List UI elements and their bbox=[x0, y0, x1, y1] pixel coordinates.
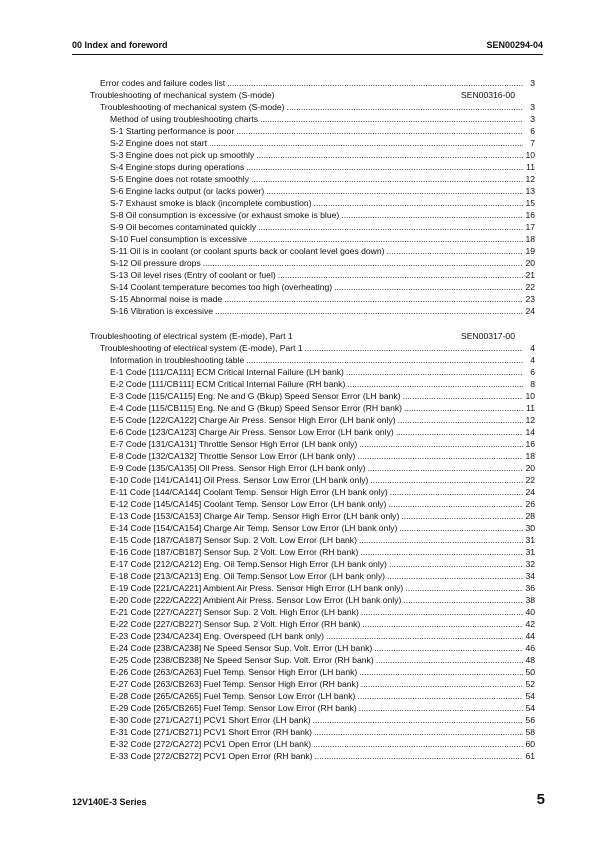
e-mode-list bbox=[90, 354, 535, 762]
toc-entry[interactable] bbox=[90, 209, 535, 221]
dot-leader bbox=[376, 654, 523, 666]
dot-leader bbox=[258, 221, 523, 233]
dot-leader bbox=[357, 690, 523, 702]
dot-leader bbox=[396, 426, 523, 438]
toc-entry-title: S-8 Oil consumption is excessive (or exhaust smoke is blue) bbox=[110, 210, 340, 220]
toc-entry[interactable] bbox=[90, 77, 535, 89]
toc-entry-page: 38 bbox=[525, 595, 535, 605]
toc-entry-page: 24 bbox=[525, 306, 535, 316]
header-rule bbox=[72, 54, 543, 55]
toc-entry-title: E-5 Code [122/CA122] Charge Air Press. Sensor High Error (LH bank only) bbox=[110, 415, 396, 425]
toc-entry[interactable] bbox=[90, 233, 535, 245]
dot-leader bbox=[256, 149, 523, 161]
toc-entry-page: 8 bbox=[530, 379, 535, 389]
toc-entry-page: 56 bbox=[525, 715, 535, 725]
toc-entry-title: S-15 Abnormal noise is made bbox=[110, 294, 223, 304]
dot-leader bbox=[359, 702, 523, 714]
toc-entry-page: 23 bbox=[525, 294, 535, 304]
toc-entry[interactable] bbox=[90, 366, 535, 378]
section-title: Troubleshooting of electrical system (E-mode), Part 1 bbox=[90, 331, 293, 341]
page-header-right: SEN00294-04 bbox=[486, 40, 543, 50]
toc-entry-page: 40 bbox=[525, 607, 535, 617]
toc-entry-title: S-10 Fuel consumption is excessive bbox=[110, 234, 248, 244]
dot-leader bbox=[305, 342, 523, 354]
toc-entry-title: E-29 Code [265/CB265] Fuel Temp. Sensor Low Error (RH bank) bbox=[110, 703, 357, 713]
toc-entry[interactable] bbox=[90, 161, 535, 173]
toc-entry-title: E-25 Code [238/CB238] Ne Speed Sensor Sup. Volt. Error (RH bank) bbox=[110, 655, 374, 665]
dot-leader bbox=[389, 558, 523, 570]
dot-leader bbox=[287, 101, 523, 113]
toc-entry-page: 12 bbox=[525, 174, 535, 184]
toc-entry-title: E-4 Code [115/CB115] Eng. Ne and G (Bkup) Speed Sensor Error (RH bank) bbox=[110, 403, 403, 413]
toc-entry[interactable] bbox=[90, 630, 535, 642]
toc-entry[interactable] bbox=[90, 666, 535, 678]
dot-leader bbox=[398, 414, 523, 426]
toc-entry[interactable] bbox=[90, 185, 535, 197]
toc-entry-title: E-10 Code [141/CA141] Oil Press. Sensor Low Error (LH bank only) bbox=[110, 475, 369, 485]
dot-leader bbox=[260, 113, 523, 125]
toc-entry[interactable] bbox=[90, 534, 535, 546]
toc-entry-title: E-13 Code [153/CA153] Charge Air Temp. Sensor High Error (LH bank only) bbox=[110, 511, 400, 521]
dot-leader bbox=[315, 750, 523, 762]
dot-leader bbox=[403, 594, 523, 606]
toc-entry-title: E-2 Code [111/CB111] ECM Critical Internal Failure (RH bank) bbox=[110, 379, 346, 389]
toc-entry-title: E-6 Code [123/CA123] Charge Air Press. Sensor Low Error (LH bank only) bbox=[110, 427, 394, 437]
toc-entry[interactable] bbox=[90, 245, 535, 257]
toc-entry[interactable] bbox=[90, 642, 535, 654]
toc-entry-page: 16 bbox=[525, 439, 535, 449]
dot-leader bbox=[209, 137, 523, 149]
toc-entry-page: 10 bbox=[525, 391, 535, 401]
toc-entry[interactable] bbox=[90, 618, 535, 630]
toc-entry-page: 42 bbox=[525, 619, 535, 629]
toc-entry[interactable] bbox=[90, 426, 535, 438]
toc-entry-title: E-11 Code [144/CA144] Coolant Temp. Sensor High Error (LH bank only) bbox=[110, 487, 388, 497]
toc-entry-page: 4 bbox=[530, 343, 535, 353]
toc-entry[interactable] bbox=[90, 462, 535, 474]
toc-entry-page: 21 bbox=[525, 270, 535, 280]
toc-entry[interactable] bbox=[90, 486, 535, 498]
toc-entry-page: 61 bbox=[525, 751, 535, 761]
toc-entry-title: E-23 Code [234/CA234] Eng. Overspeed (LH bank only) bbox=[110, 631, 325, 641]
toc-entry-page: 31 bbox=[525, 535, 535, 545]
dot-leader bbox=[359, 666, 523, 678]
dot-leader bbox=[405, 582, 523, 594]
dot-leader bbox=[236, 125, 523, 137]
toc-entry-page: 11 bbox=[526, 403, 535, 413]
toc-entry-page: 7 bbox=[530, 138, 535, 148]
toc-entry-page: 13 bbox=[525, 186, 535, 196]
toc-entry-page: 24 bbox=[525, 487, 535, 497]
toc-entry-page: 17 bbox=[525, 222, 535, 232]
toc-entry-title: E-8 Code [132/CA132] Throttle Sensor Low Error (LH bank only) bbox=[110, 451, 356, 461]
toc-entry[interactable] bbox=[90, 450, 535, 462]
toc-entry-title: Troubleshooting of electrical system (E-mode), Part 1 bbox=[100, 343, 303, 353]
dot-leader bbox=[387, 570, 523, 582]
dot-leader bbox=[390, 486, 523, 498]
toc-entry-page: 15 bbox=[525, 198, 535, 208]
toc-entry-title: S-5 Engine does not rotate smoothly bbox=[110, 174, 250, 184]
toc-entry-title: E-26 Code [263/CA263] Fuel Temp. Sensor High Error (LH bank) bbox=[110, 667, 358, 677]
toc-entry-title: S-9 Oil becomes contaminated quickly bbox=[110, 222, 257, 232]
dot-leader bbox=[215, 305, 523, 317]
toc-entry-page: 54 bbox=[525, 703, 535, 713]
dot-leader bbox=[313, 738, 523, 750]
toc-entry-page: 30 bbox=[525, 523, 535, 533]
toc-entry[interactable] bbox=[90, 498, 535, 510]
toc-entry[interactable] bbox=[90, 137, 535, 149]
toc-entry[interactable] bbox=[90, 750, 535, 762]
toc-entry-title: E-12 Code [145/CA145] Coolant Temp. Sensor Low Error (LH bank only) bbox=[110, 499, 387, 509]
toc-entry[interactable] bbox=[90, 173, 535, 185]
page-header-left: 00 Index and foreword bbox=[72, 40, 168, 50]
dot-leader bbox=[362, 618, 523, 630]
dot-leader bbox=[278, 269, 523, 281]
toc-entry-title: Error codes and failure codes list bbox=[100, 78, 226, 88]
toc-entry-title: Information in troubleshooting table bbox=[110, 355, 245, 365]
section-title: Troubleshooting of mechanical system (S-mode) bbox=[90, 90, 275, 100]
toc-section-heading[interactable] bbox=[90, 89, 535, 101]
toc-entry-title: E-27 Code [263/CB263] Fuel Temp. Sensor High Error (RH bank) bbox=[110, 679, 359, 689]
toc-entry[interactable] bbox=[90, 101, 535, 113]
dot-leader bbox=[360, 546, 523, 558]
toc-entry[interactable] bbox=[90, 570, 535, 582]
dot-leader bbox=[266, 185, 523, 197]
toc-entry[interactable] bbox=[90, 546, 535, 558]
table-of-contents bbox=[90, 77, 535, 762]
toc-entry-title: E-17 Code [212/CA212] Eng. Oil Temp.Sensor High Error (LH bank only) bbox=[110, 559, 387, 569]
toc-entry[interactable] bbox=[90, 257, 535, 269]
toc-entry-page: 34 bbox=[525, 571, 535, 581]
toc-entry[interactable] bbox=[90, 305, 535, 317]
toc-entry[interactable] bbox=[90, 438, 535, 450]
toc-entry-title: E-32 Code [272/CA272] PCV1 Open Error (LH bank) bbox=[110, 739, 312, 749]
toc-entry[interactable] bbox=[90, 149, 535, 161]
toc-entry-title: E-22 Code [227/CB227] Sensor Sup. 2 Volt. High Error (RH bank) bbox=[110, 619, 361, 629]
section-doc-code: SEN00316-00 bbox=[461, 90, 515, 100]
toc-entry-page: 44 bbox=[525, 631, 535, 641]
toc-entry[interactable] bbox=[90, 414, 535, 426]
toc-entry-page: 10 bbox=[525, 150, 535, 160]
toc-entry-title: S-14 Coolant temperature becomes too high (overheating) bbox=[110, 282, 333, 292]
dot-leader bbox=[326, 630, 523, 642]
toc-entry-page: 3 bbox=[530, 102, 535, 112]
toc-entry-title: E-24 Code [238/CA238] Ne Speed Sensor Sup. Volt. Error (LH bank) bbox=[110, 643, 373, 653]
toc-entry[interactable] bbox=[90, 293, 535, 305]
toc-entry-title: Method of using troubleshooting charts bbox=[110, 114, 259, 124]
toc-entry-page: 19 bbox=[525, 246, 535, 256]
toc-entry-title: Troubleshooting of mechanical system (S-mode) bbox=[100, 102, 285, 112]
toc-entry[interactable] bbox=[90, 654, 535, 666]
dot-leader bbox=[249, 233, 523, 245]
dot-leader bbox=[357, 450, 523, 462]
toc-entry[interactable] bbox=[90, 726, 535, 738]
dot-leader bbox=[359, 438, 523, 450]
dot-leader bbox=[370, 474, 523, 486]
toc-entry[interactable] bbox=[90, 738, 535, 750]
section-doc-code: SEN00317-00 bbox=[461, 331, 515, 341]
toc-entry-page: 26 bbox=[525, 499, 535, 509]
toc-entry[interactable] bbox=[90, 558, 535, 570]
dot-leader bbox=[399, 522, 523, 534]
toc-entry[interactable] bbox=[90, 606, 535, 618]
toc-entry-page: 4 bbox=[530, 355, 535, 365]
toc-entry-page: 6 bbox=[530, 367, 535, 377]
toc-entry-title: S-11 Oil is in coolant (or coolant spurts back or coolant level goes down) bbox=[110, 246, 385, 256]
toc-entry[interactable] bbox=[90, 582, 535, 594]
toc-entry-page: 3 bbox=[530, 78, 535, 88]
dot-leader bbox=[246, 161, 523, 173]
toc-entry[interactable] bbox=[90, 594, 535, 606]
page-footer-series: 12V140E-3 Series bbox=[72, 797, 147, 807]
dot-leader bbox=[404, 402, 523, 414]
toc-entry[interactable] bbox=[90, 474, 535, 486]
toc-entry-title: E-33 Code [272/CB272] PCV1 Open Error (RH bank) bbox=[110, 751, 313, 761]
toc-entry[interactable] bbox=[90, 402, 535, 414]
toc-entry-page: 54 bbox=[525, 691, 535, 701]
s-mode-list bbox=[90, 113, 535, 317]
toc-entry[interactable] bbox=[90, 702, 535, 714]
dot-leader bbox=[361, 606, 523, 618]
toc-entry-page: 50 bbox=[525, 667, 535, 677]
toc-entry-title: E-9 Code [135/CA135] Oil Press. Sensor High Error (LH bank only) bbox=[110, 463, 366, 473]
toc-entry-page: 6 bbox=[530, 126, 535, 136]
dot-leader bbox=[388, 498, 523, 510]
toc-entry[interactable] bbox=[90, 522, 535, 534]
toc-entry-page: 36 bbox=[525, 583, 535, 593]
dot-leader bbox=[314, 726, 523, 738]
dot-leader bbox=[403, 390, 523, 402]
dot-leader bbox=[387, 245, 523, 257]
toc-entry-title: S-4 Engine stops during operations bbox=[110, 162, 245, 172]
dot-leader bbox=[359, 534, 523, 546]
dot-leader bbox=[334, 281, 523, 293]
toc-entry-page: 28 bbox=[525, 511, 535, 521]
dot-leader bbox=[346, 366, 523, 378]
toc-entry[interactable] bbox=[90, 221, 535, 233]
toc-entry-title: S-16 Vibration is excessive bbox=[110, 306, 214, 316]
toc-entry-page: 52 bbox=[525, 679, 535, 689]
toc-entry[interactable] bbox=[90, 269, 535, 281]
toc-entry-title: E-18 Code [213/CA213] Eng. Oil Temp.Sensor Low Error (LH bank only) bbox=[110, 571, 385, 581]
toc-entry-title: E-14 Code [154/CA154] Charge Air Temp. Sensor Low Error (LH bank only) bbox=[110, 523, 398, 533]
toc-entry-title: E-15 Code [187/CA187] Sensor Sup. 2 Volt. Low Error (LH bank) bbox=[110, 535, 357, 545]
toc-entry-page: 20 bbox=[525, 258, 535, 268]
toc-entry[interactable] bbox=[90, 678, 535, 690]
dot-leader bbox=[246, 354, 523, 366]
toc-entry-title: S-6 Engine lacks output (or lacks power) bbox=[110, 186, 265, 196]
dot-leader bbox=[361, 678, 523, 690]
toc-entry-title: E-16 Code [187/CB187] Sensor Sup. 2 Volt. Low Error (RH bank) bbox=[110, 547, 359, 557]
toc-entry-page: 31 bbox=[525, 547, 535, 557]
toc-entry-page: 20 bbox=[525, 463, 535, 473]
toc-entry-title: S-12 Oil pressure drops bbox=[110, 258, 201, 268]
toc-entry-title: E-3 Code [115/CA115] Eng. Ne and G (Bkup) Speed Sensor Error (LH bank) bbox=[110, 391, 401, 401]
toc-entry-page: 14 bbox=[525, 427, 535, 437]
dot-leader bbox=[227, 77, 523, 89]
dot-leader bbox=[341, 209, 523, 221]
toc-entry[interactable] bbox=[90, 342, 535, 354]
toc-entry[interactable] bbox=[90, 378, 535, 390]
toc-entry-page: 3 bbox=[530, 114, 535, 124]
toc-entry-page: 60 bbox=[525, 739, 535, 749]
toc-entry-page: 12 bbox=[525, 415, 535, 425]
page-number: 5 bbox=[536, 791, 545, 808]
dot-leader bbox=[347, 378, 523, 390]
toc-entry-title: E-20 Code [222/CA222] Ambient Air Press. Sensor Low Error (LH bank only) bbox=[110, 595, 402, 605]
toc-entry-page: 32 bbox=[525, 559, 535, 569]
toc-entry[interactable] bbox=[90, 354, 535, 366]
toc-entry[interactable] bbox=[90, 113, 535, 125]
dot-leader bbox=[374, 642, 523, 654]
toc-entry-page: 18 bbox=[525, 234, 535, 244]
toc-entry[interactable] bbox=[90, 197, 535, 209]
toc-entry-page: 16 bbox=[525, 210, 535, 220]
dot-leader bbox=[203, 257, 523, 269]
toc-entry-title: E-1 Code [111/CA111] ECM Critical Internal Failure (LH bank) bbox=[110, 367, 344, 377]
toc-entry[interactable] bbox=[90, 690, 535, 702]
toc-entry[interactable] bbox=[90, 390, 535, 402]
dot-leader bbox=[224, 293, 523, 305]
toc-entry[interactable] bbox=[90, 714, 535, 726]
toc-entry-title: S-2 Engine does not start bbox=[110, 138, 207, 148]
toc-entry-page: 22 bbox=[525, 475, 535, 485]
toc-entry[interactable] bbox=[90, 125, 535, 137]
toc-entry-title: E-7 Code [131/CA131] Throttle Sensor High Error (LH bank only) bbox=[110, 439, 358, 449]
dot-leader bbox=[251, 173, 523, 185]
toc-entry-title: S-3 Engine does not pick up smoothly bbox=[110, 150, 255, 160]
toc-entry-title: E-30 Code [271/CA271] PCV1 Short Error (LH bank) bbox=[110, 715, 311, 725]
toc-section-heading[interactable] bbox=[90, 330, 535, 342]
dot-leader bbox=[313, 714, 523, 726]
dot-leader bbox=[401, 510, 523, 522]
toc-entry-title: E-31 Code [271/CB271] PCV1 Short Error (RH bank) bbox=[110, 727, 313, 737]
toc-entry-page: 18 bbox=[525, 451, 535, 461]
toc-entry-title: E-28 Code [265/CA265] Fuel Temp. Sensor Low Error (LH bank) bbox=[110, 691, 356, 701]
toc-entry-title: S-13 Oil level rises (Entry of coolant or fuel) bbox=[110, 270, 276, 280]
toc-entry-title: E-19 Code [221/CA221] Ambient Air Press. Sensor High Error (LH bank only) bbox=[110, 583, 404, 593]
toc-entry-page: 11 bbox=[526, 162, 535, 172]
toc-entry[interactable] bbox=[90, 281, 535, 293]
toc-entry-page: 58 bbox=[525, 727, 535, 737]
toc-entry-page: 22 bbox=[525, 282, 535, 292]
dot-leader bbox=[314, 197, 523, 209]
toc-entry-title: S-1 Starting performance is poor bbox=[110, 126, 235, 136]
toc-entry-title: S-7 Exhaust smoke is black (incomplete combustion) bbox=[110, 198, 312, 208]
toc-entry-page: 46 bbox=[525, 643, 535, 653]
dot-leader bbox=[368, 462, 523, 474]
toc-entry[interactable] bbox=[90, 510, 535, 522]
toc-entry-page: 48 bbox=[525, 655, 535, 665]
toc-entry-title: E-21 Code [227/CA227] Sensor Sup. 2 Volt. High Error (LH bank) bbox=[110, 607, 359, 617]
